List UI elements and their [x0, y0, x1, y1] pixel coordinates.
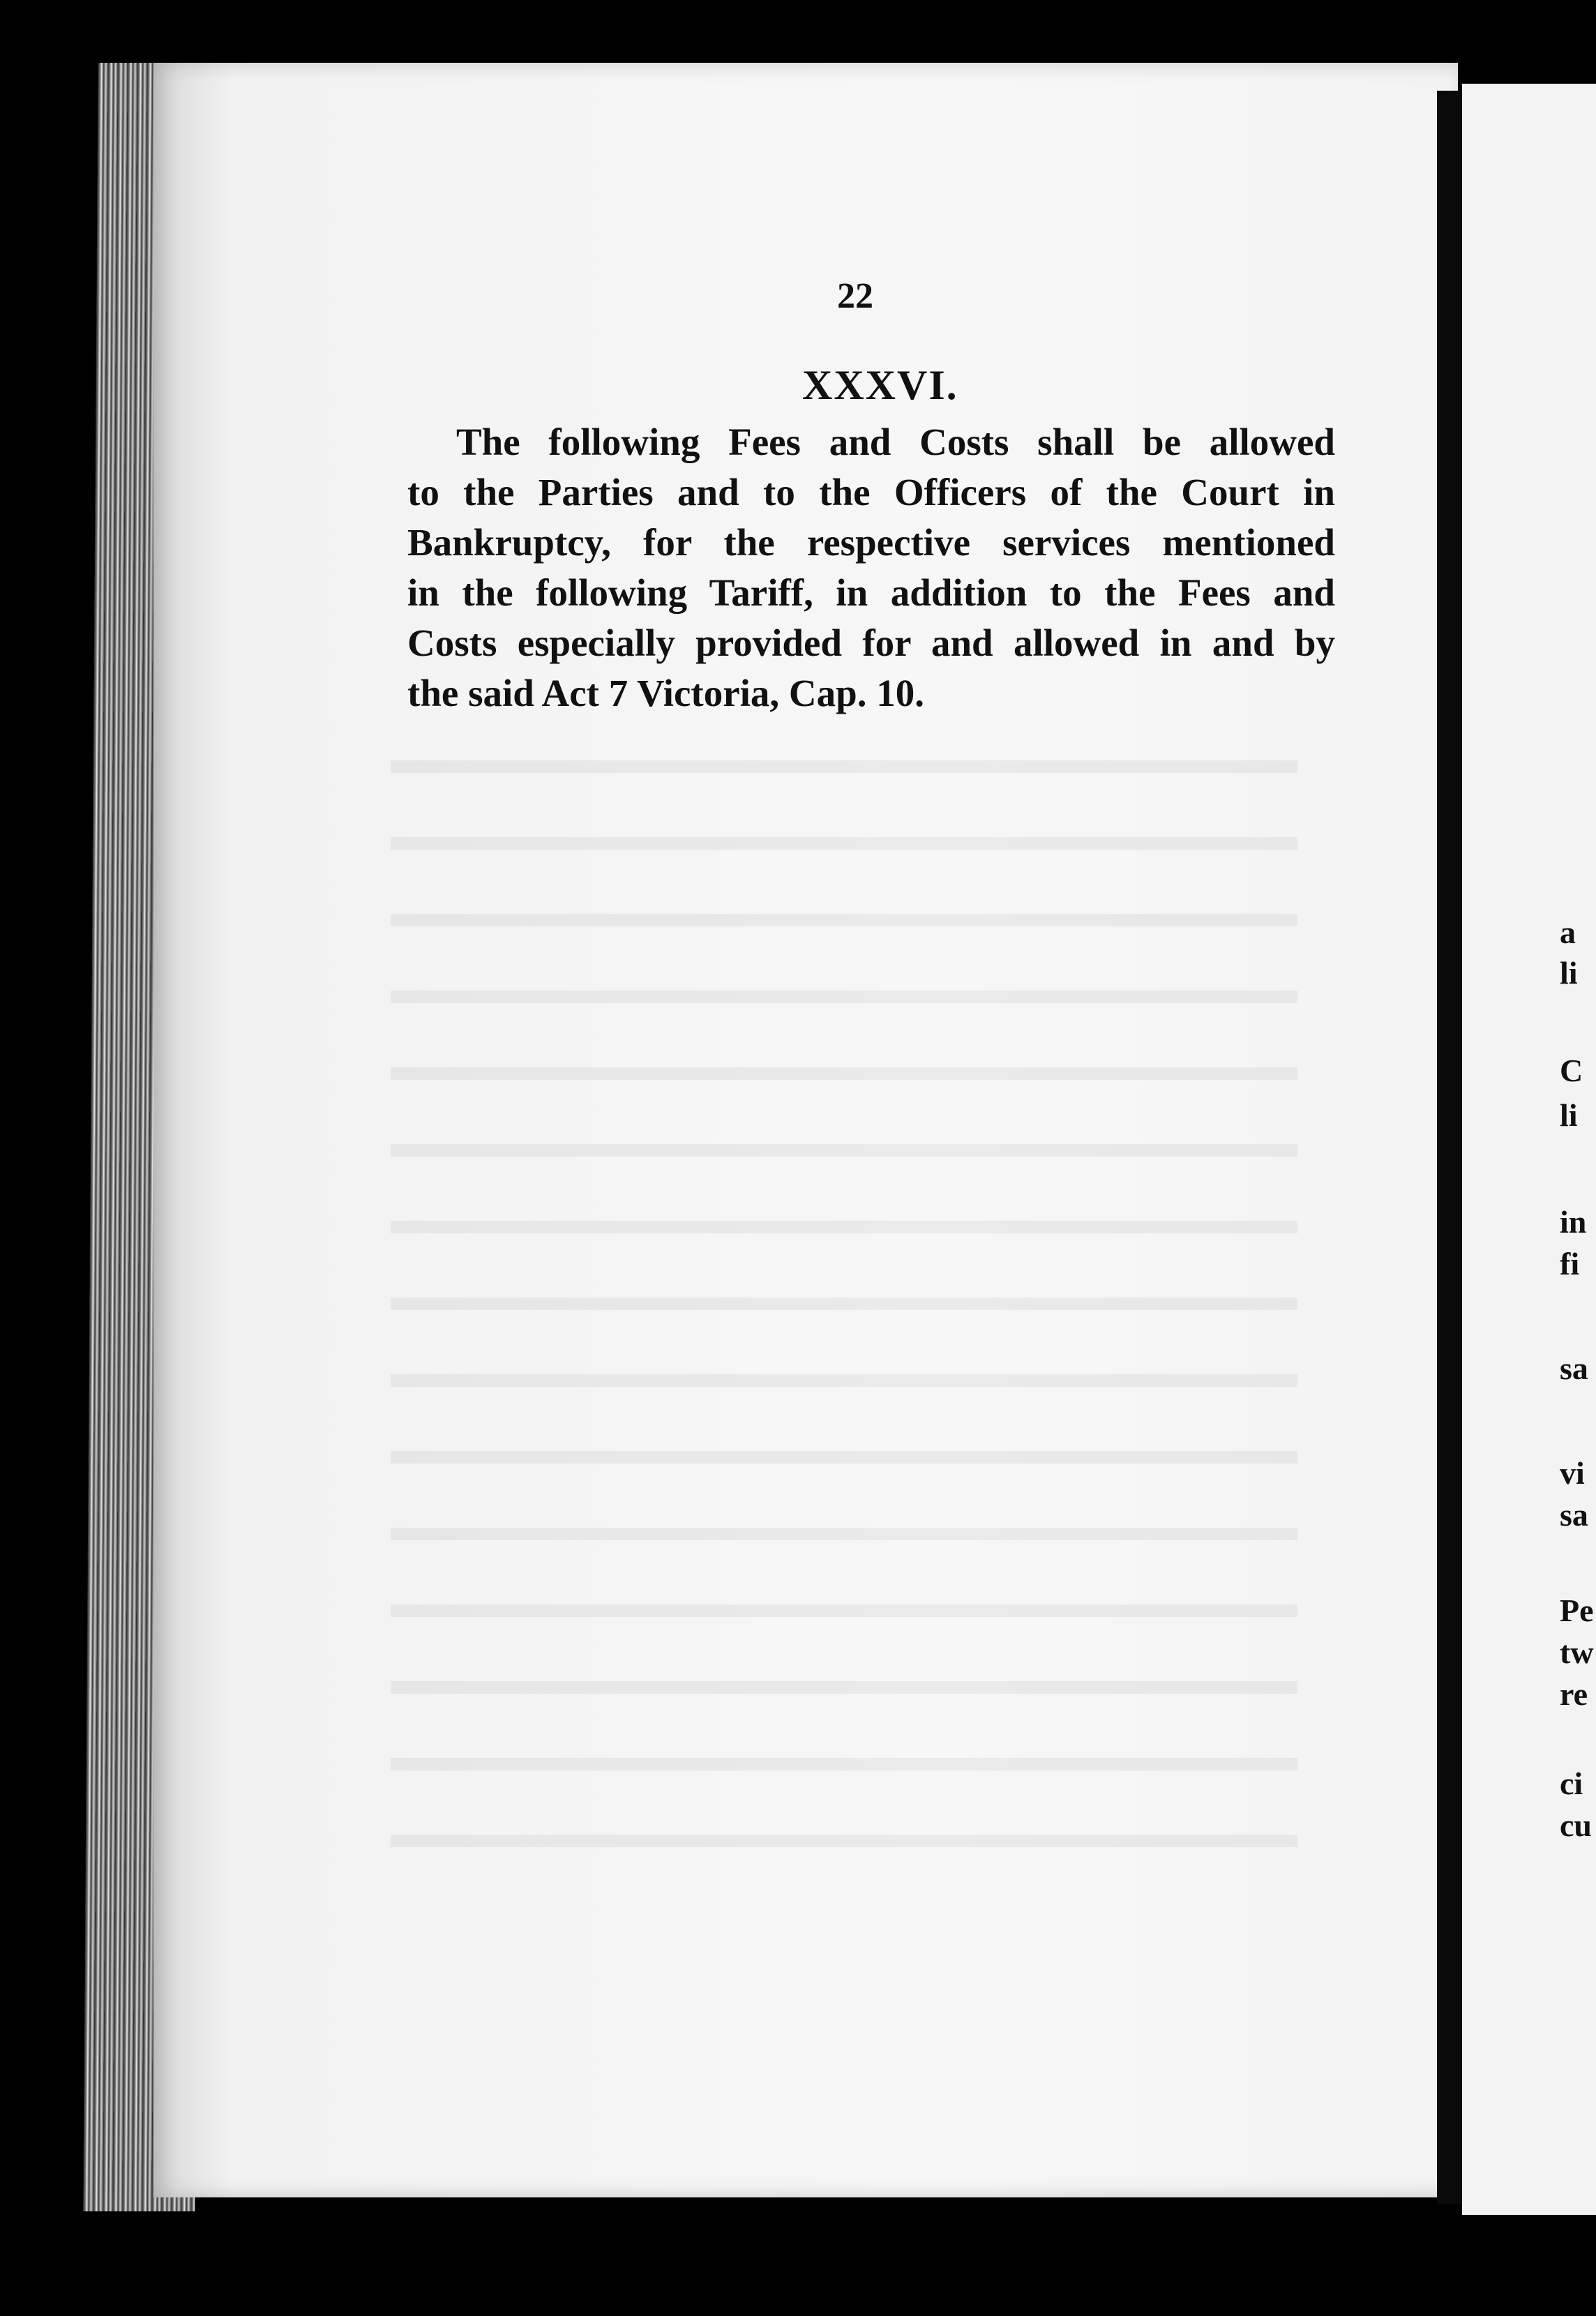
paragraph-line: in the following Tariff, in addition to the Fees and: [407, 571, 1335, 614]
fragment: Pe: [1560, 1593, 1594, 1628]
paragraph-line: Costs especially provided for and allowed in and by: [407, 622, 1335, 664]
paragraph-line: The following Fees and Costs shall be allowed: [456, 421, 1335, 463]
fragment: ci: [1560, 1766, 1583, 1801]
paragraph-line: the said Act 7 Victoria, Cap. 10.: [407, 672, 924, 714]
show-through-text: [391, 732, 1297, 1849]
fragment: cu: [1560, 1807, 1592, 1843]
fragment: sa: [1560, 1351, 1588, 1386]
fragment: fi: [1560, 1246, 1580, 1281]
right-page-edge: [1462, 84, 1596, 2218]
fragment: li: [1560, 1097, 1578, 1133]
fragment: in: [1560, 1204, 1587, 1240]
fragment: re: [1560, 1676, 1588, 1712]
body-paragraph: [407, 417, 1335, 719]
section-heading: XXXVI.: [802, 362, 958, 408]
fragment: li: [1560, 955, 1578, 991]
fragment: sa: [1560, 1497, 1588, 1533]
fragment: tw: [1560, 1634, 1594, 1670]
scan-border: [0, 2215, 1596, 2316]
page-number: 22: [837, 276, 873, 316]
paragraph-line: to the Parties and to the Officers of the Court in: [407, 471, 1335, 513]
book-gutter: [1437, 91, 1462, 2204]
fragment: C: [1560, 1053, 1583, 1088]
paragraph-line: Bankruptcy, for the respective services mentioned: [407, 521, 1335, 564]
fragment: a: [1560, 915, 1576, 950]
fragment: vi: [1560, 1455, 1585, 1491]
